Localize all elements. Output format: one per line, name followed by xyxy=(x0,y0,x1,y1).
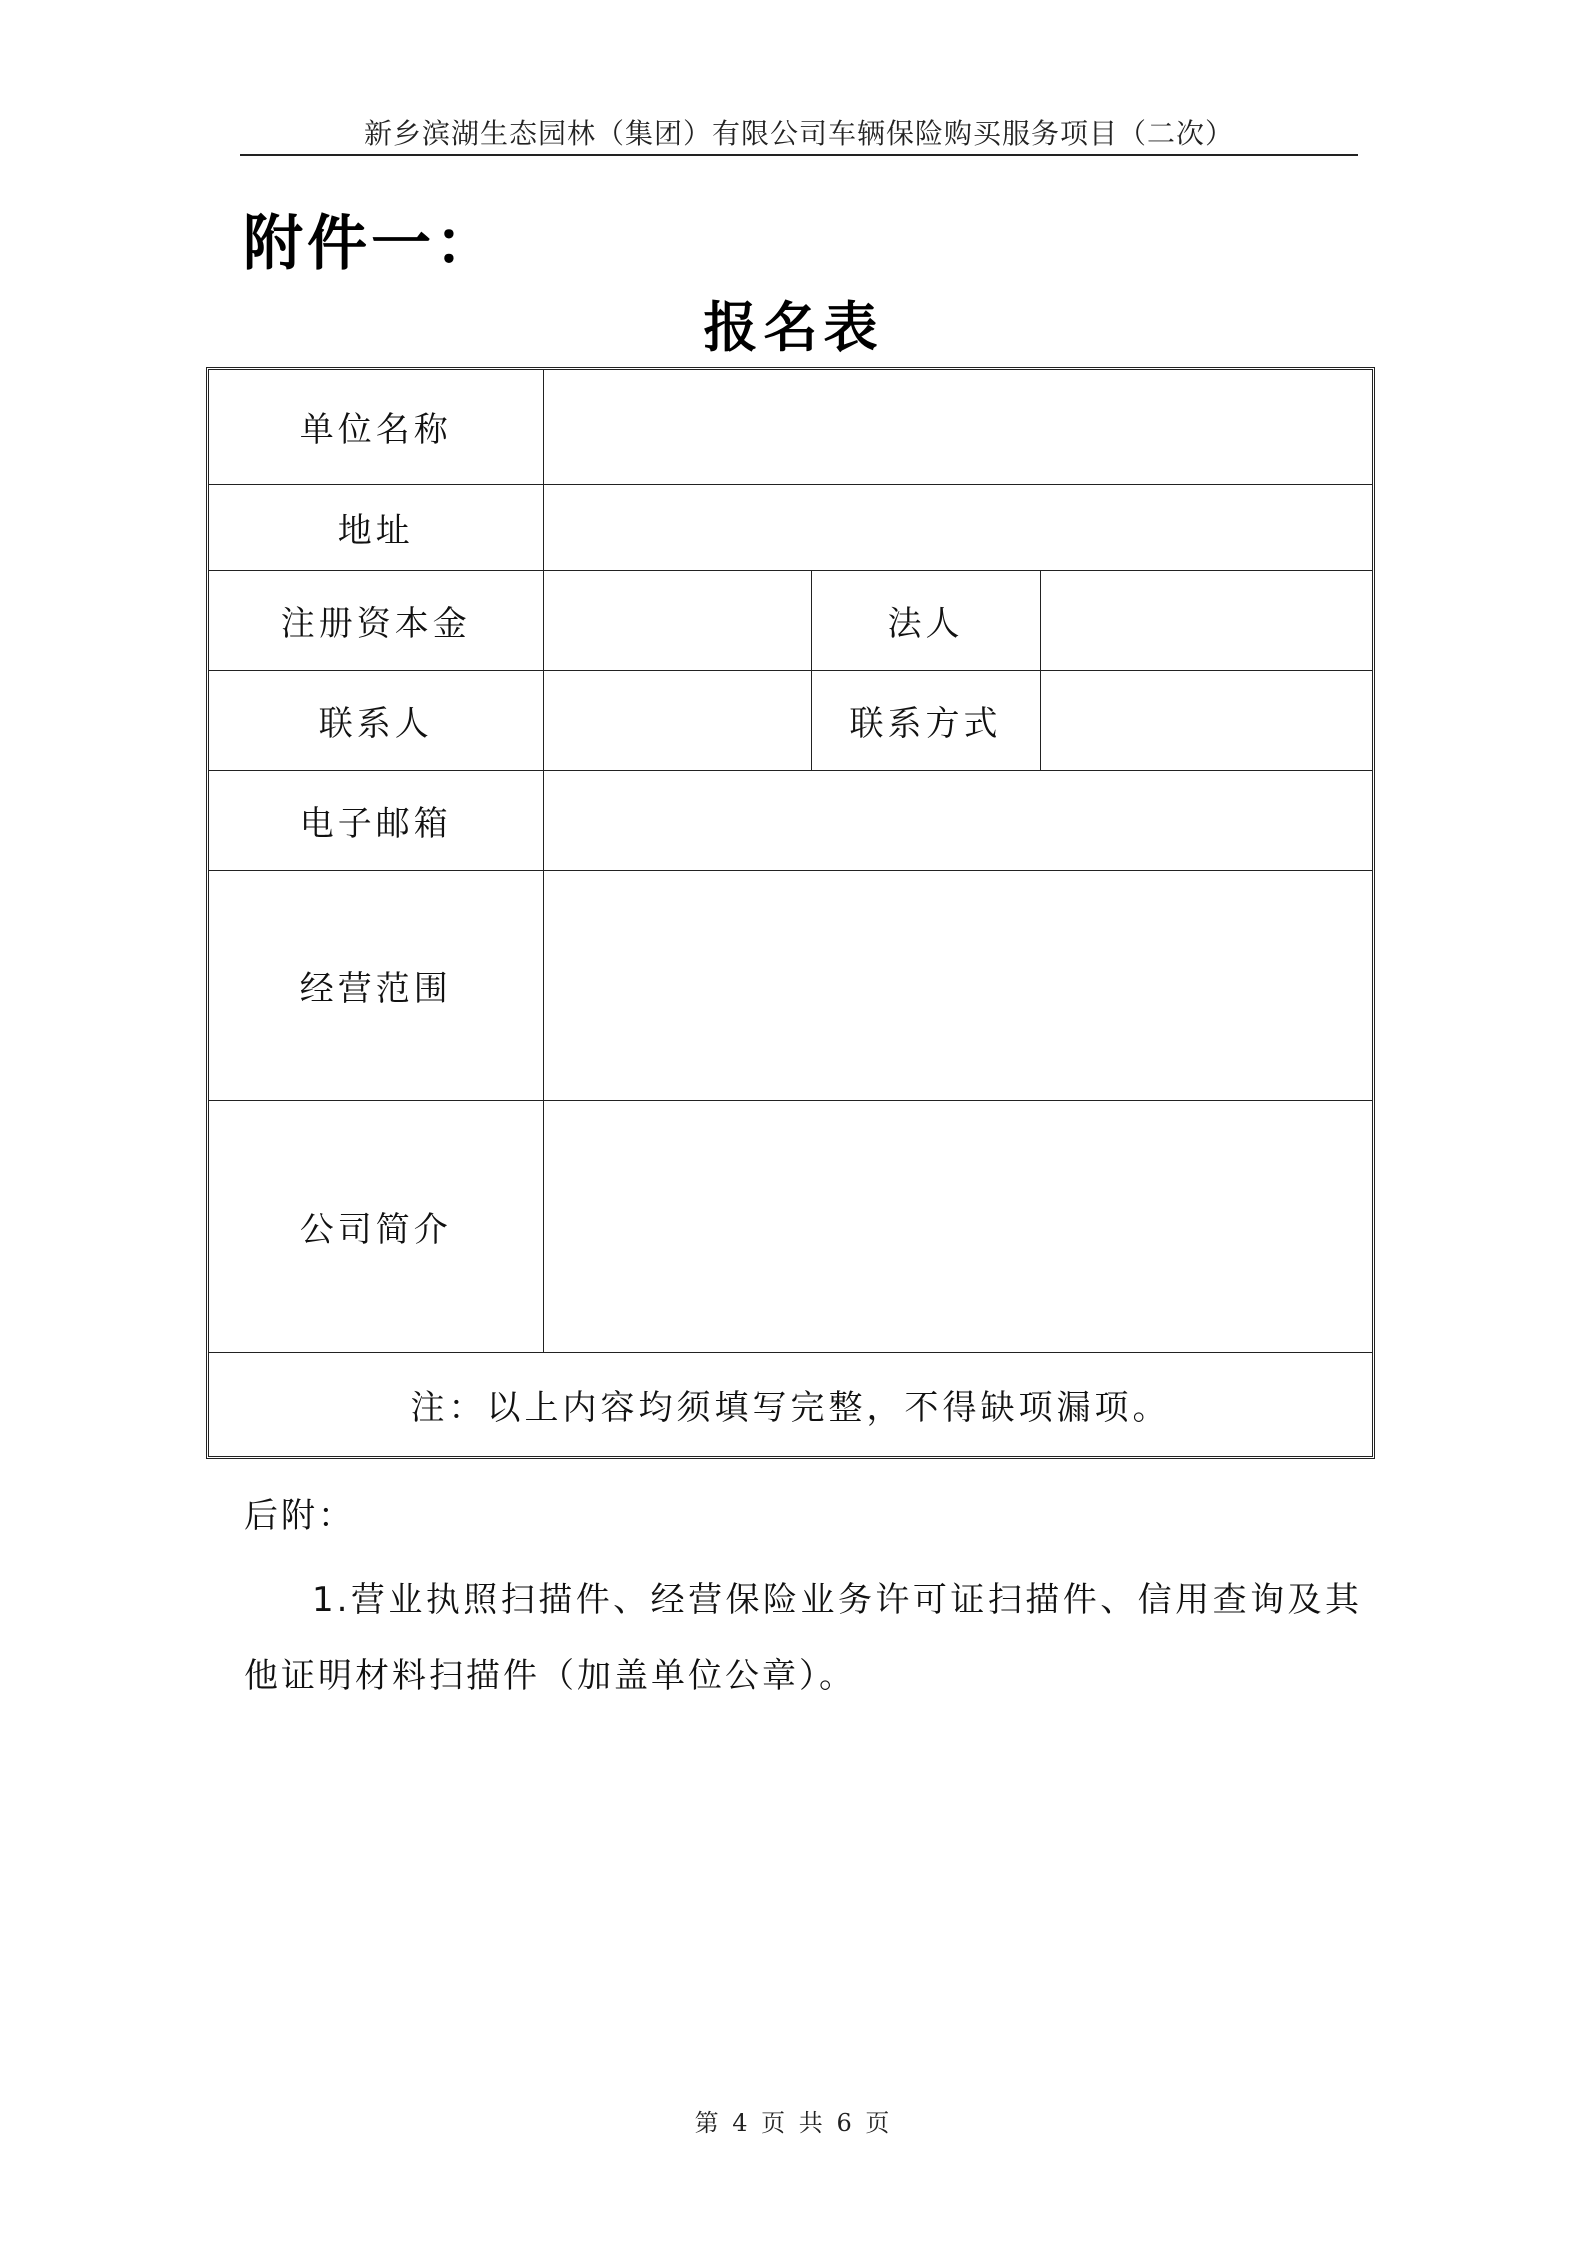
registration-form xyxy=(206,367,1375,1459)
field-registered-capital[interactable] xyxy=(543,570,811,670)
label-unit-name: 单位名称 xyxy=(209,370,543,484)
label-contact-person: 联系人 xyxy=(209,670,543,770)
row-company-profile xyxy=(209,1100,1372,1352)
field-contact-person[interactable] xyxy=(543,670,811,770)
appendix-item-1: 1.营业执照扫描件、经营保险业务许可证扫描件、信用查询及其他证明材料扫描件（加盖单位公章）。 xyxy=(244,1580,1362,1696)
field-address[interactable] xyxy=(543,484,1372,570)
field-email[interactable] xyxy=(543,770,1372,870)
row-capital-legal xyxy=(209,570,1372,670)
row-contact xyxy=(209,670,1372,770)
label-company-profile: 公司简介 xyxy=(209,1100,543,1352)
row-unit-name xyxy=(209,370,1372,484)
label-contact-method: 联系方式 xyxy=(811,670,1040,770)
page-number: 第 4 页 共 6 页 xyxy=(694,2109,893,2137)
registration-table xyxy=(209,370,1372,1456)
row-business-scope xyxy=(209,870,1372,1100)
form-note: 注：以上内容均须填写完整，不得缺项漏项。 xyxy=(209,1352,1372,1456)
header-divider xyxy=(240,154,1358,156)
appendix-label: 后附： xyxy=(244,1496,355,1536)
row-address xyxy=(209,484,1372,570)
form-title: 报名表 xyxy=(703,296,884,359)
field-contact-method[interactable] xyxy=(1040,670,1372,770)
label-legal-person: 法人 xyxy=(811,570,1040,670)
row-email xyxy=(209,770,1372,870)
field-legal-person[interactable] xyxy=(1040,570,1372,670)
document-header: 新乡滨湖生态园林（集团）有限公司车辆保险购买服务项目（二次） xyxy=(363,117,1234,150)
row-note xyxy=(209,1352,1372,1456)
label-email: 电子邮箱 xyxy=(209,770,543,870)
field-unit-name[interactable] xyxy=(543,370,1372,484)
field-business-scope[interactable] xyxy=(543,870,1372,1100)
attachment-title: 附件一： xyxy=(243,209,499,279)
label-business-scope: 经营范围 xyxy=(209,870,543,1100)
field-company-profile[interactable] xyxy=(543,1100,1372,1352)
label-registered-capital: 注册资本金 xyxy=(209,570,543,670)
label-address: 地址 xyxy=(209,484,543,570)
